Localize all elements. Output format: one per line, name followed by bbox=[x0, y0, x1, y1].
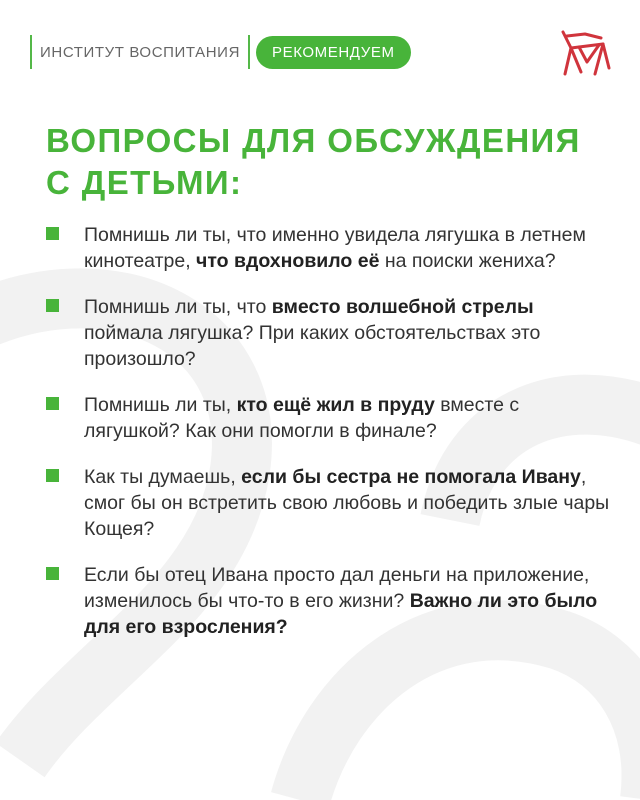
question-item bbox=[46, 392, 616, 444]
questions-list bbox=[46, 222, 616, 640]
title-line-2: С ДЕТЬМИ: bbox=[46, 164, 243, 201]
question-text: поймала лягушка? При каких обстоятельствах это произошло? bbox=[84, 322, 541, 370]
question-highlight: вместо волшебной стрелы bbox=[271, 296, 534, 318]
question-text: Помнишь ли ты, что bbox=[84, 296, 272, 318]
question-highlight: если бы сестра не помогала Ивану bbox=[241, 466, 581, 488]
chair-logo-icon bbox=[557, 28, 613, 78]
brand-name: ИНСТИТУТ ВОСПИТАНИЯ bbox=[40, 43, 240, 61]
question-highlight: что вдохновило её bbox=[196, 250, 380, 272]
question-highlight: кто ещё жил в пруду bbox=[236, 394, 435, 416]
bullet-square-icon bbox=[46, 567, 59, 580]
title-line-1: ВОПРОСЫ ДЛЯ ОБСУЖДЕНИЯ bbox=[46, 122, 581, 159]
question-text: на поиски жениха? bbox=[379, 250, 556, 272]
bullet-square-icon bbox=[46, 227, 59, 240]
question-text: Как ты думаешь, bbox=[84, 466, 242, 488]
question-text: вместе с лягушкой? Как они помогли в финале? bbox=[84, 394, 520, 442]
bullet-square-icon bbox=[46, 397, 59, 410]
bullet-square-icon bbox=[46, 469, 59, 482]
question-text: Если бы отец Ивана просто дал деньги на приложение, изменилось бы что-то в его жизни? bbox=[84, 564, 590, 612]
recommend-badge: РЕКОМЕНДУЕМ bbox=[256, 36, 411, 69]
question-item bbox=[46, 464, 616, 542]
question-item bbox=[46, 222, 616, 274]
header-divider-right bbox=[248, 35, 250, 69]
question-item bbox=[46, 562, 616, 640]
question-item bbox=[46, 294, 616, 372]
header bbox=[30, 35, 411, 69]
question-highlight: Важно ли это было для его взросления? bbox=[84, 590, 598, 638]
question-text: Помнишь ли ты, bbox=[84, 394, 237, 416]
bullet-square-icon bbox=[46, 299, 59, 312]
page-title bbox=[46, 120, 581, 204]
question-text: , смог бы он встретить свою любовь и победить злые чары Кощея? bbox=[84, 466, 610, 540]
question-text: Помнишь ли ты, что именно увидела лягушка в летнем кинотеатре, bbox=[84, 224, 586, 272]
